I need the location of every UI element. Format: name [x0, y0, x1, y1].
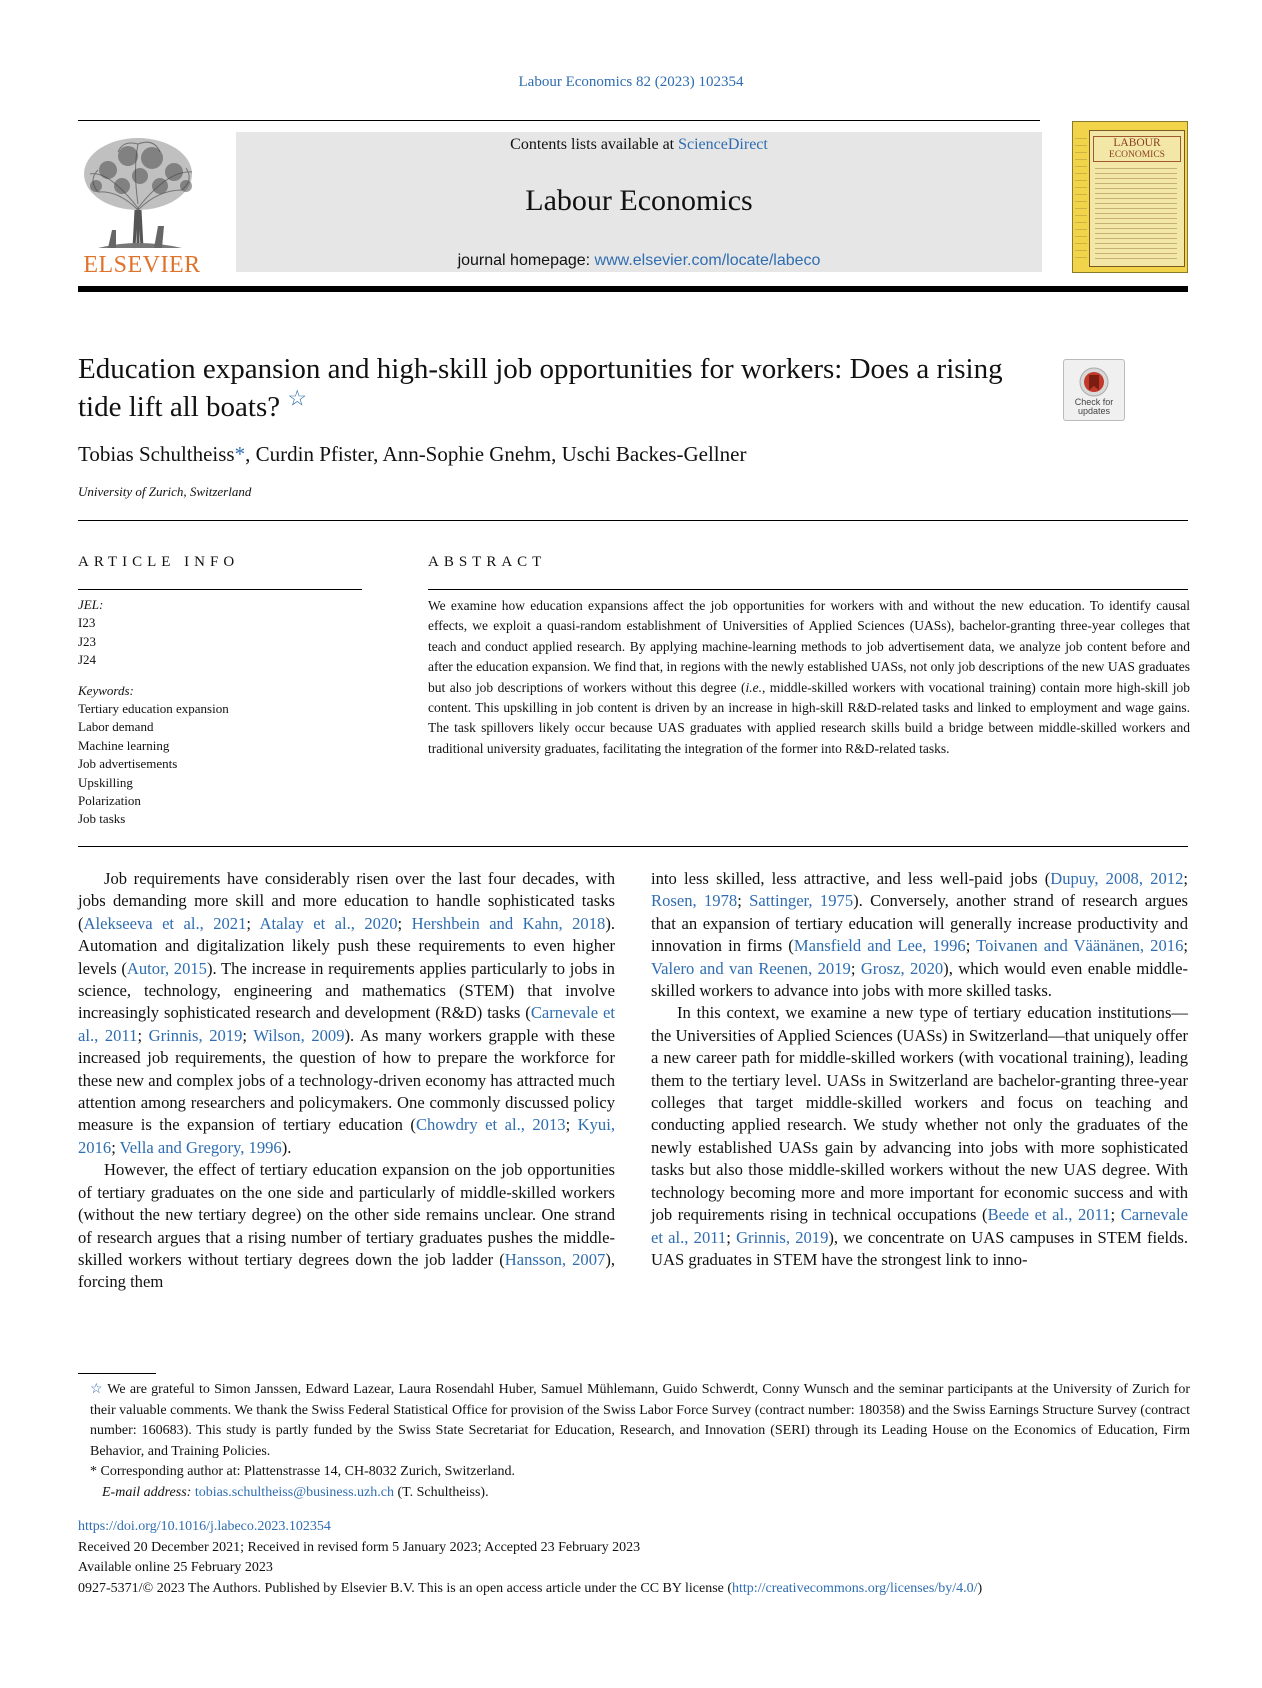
citation-link[interactable]: Dupuy, 2008, 2012	[1050, 869, 1184, 888]
available-online: Available online 25 February 2023	[78, 1560, 273, 1576]
section-rule	[78, 520, 1188, 521]
jel-code: J24	[78, 652, 97, 668]
affiliation: University of Zurich, Switzerland	[78, 484, 252, 499]
acknowledgement-footnote: ☆ We are grateful to Simon Janssen, Edward Lazear, Laura Rosendahl Huber, Samuel Mühlemann, Guido Schwerdt, Conny Wunsch and the seminar participants at the University of Zurich for their valuable comments. We thank the Swiss Federal Statistical Office for provision of the Swiss Labor Force Survey (contract number: 180358) and the Swiss Earnings Structure Survey (contract number: 160683). This study is partly funded by the Swiss State Secretariat for Education, Research, and Innovation (SERI) through its Leading House on the Economics of Education, Firm Behavior, and Training Policies.	[90, 1382, 1190, 1459]
article-info-body	[78, 596, 362, 829]
article-info-rule	[78, 589, 362, 590]
title-footnote-star[interactable]: ☆	[287, 385, 308, 411]
elsevier-logo	[78, 130, 206, 278]
body-rule	[78, 846, 1188, 847]
corresponding-author-footnote: * Corresponding author at: Plattenstrasse 14, CH-8032 Zurich, Switzerland.	[90, 1464, 515, 1480]
citation-link[interactable]: Rosen, 1978	[651, 891, 738, 911]
jel-label: JEL:	[78, 597, 104, 612]
header-thick-rule	[78, 286, 1188, 292]
keywords-label: Keywords:	[78, 682, 134, 698]
article-title: Education expansion and high-skill job opportunities for workers: Does a rising tide lift all boats? ☆	[78, 353, 1003, 423]
badge-label: Check for updates	[1074, 397, 1114, 416]
top-rule	[78, 120, 1040, 121]
keyword: Polarization	[78, 793, 141, 809]
citation-link[interactable]: Carnevale et al., 2011	[78, 1003, 615, 1045]
footnote-rule	[78, 1373, 156, 1374]
license-link[interactable]: http://creativecommons.org/licenses/by/4.0/	[732, 1580, 978, 1596]
body-paragraph: Job requirements have considerably risen over the last four decades, with jobs demanding more skill and more education to handle sophisticated tasks (Alekseeva et al., 2021; Atalay et al., 2020; Hershbein and Kahn, 2018). Automation and digitalization likely push these requirements to even higher levels (Autor, 2015). The increase in requirements applies particularly to jobs in science, technology, engineering and mathematics (STEM) that involve increasingly sophisticated research and development (R&D) tasks (Carnevale et al., 2011; Grinnis, 2019; Wilson, 2009). As many workers grapple with these increased job requirements, the question of how to prepare the workforce for these new and complex jobs of a technology-driven economy has attracted much attention among researchers and policymakers. One commonly discussed policy measure is the expansion of tertiary education (Chowdry et al., 2013; Kyui, 2016; Vella and Gregory, 1996).	[78, 869, 616, 1157]
jel-code: J23	[78, 633, 97, 649]
citation-link[interactable]: Kyui, 2016	[78, 1115, 615, 1157]
email-link[interactable]: tobias.schultheiss@business.uzh.ch	[194, 1484, 394, 1500]
check-for-updates-badge[interactable]	[1063, 359, 1125, 421]
elsevier-wordmark: ELSEVIER	[83, 252, 201, 278]
journal-homepage-link[interactable]: www.elsevier.com/locate/labeco	[594, 252, 821, 269]
body-column-right	[651, 868, 1188, 1271]
cover-title	[1093, 136, 1181, 162]
abstract-text: We examine how education expansions affect the job opportunities for workers with and without the new education. To identify causal effects, we exploit a quasi-random establishment of Universities of Applied Sciences (UASs), bachelor-granting three-year colleges that teach and conduct applied research. By applying machine-learning methods to job advertisement data, we analyze job content before and after the education expansion. We find that, in regions with the newly established UASs, not only job descriptions of the new UAS graduates but also job descriptions of workers without this degree (i.e., middle-skilled workers with vocational training) contain more high-skill job content. This upskilling in job content is driven by an increase in high-skill R&D-related tasks and linked to employment and wage gains. The task spillovers likely occur because UAS graduates with applied research skills build a bridge between middle-skilled workers and traditional university graduates, facilitating the integration of the former into R&D-related tasks.	[428, 598, 1190, 756]
body-paragraph: into less skilled, less attractive, and less well-paid jobs (Dupuy, 2008, 2012; Rosen, 1978; Sattinger, 1975). Conversely, another strand of research argues that an expansion of tertiary education will generally increase productivity and innovation in firms (Mansfield and Lee, 1996; Toivanen and Väänänen, 2016; Valero and van Reenen, 2019; Grosz, 2020), which would even enable middle-skilled workers to advance into jobs with more skilled tasks.	[651, 869, 1189, 1001]
copyright-line: 0927-5371/© 2023 The Authors. Published by Elsevier B.V. This is an open access article under the CC BY license (http://creativecommons.org/licenses/by/4.0/)	[78, 1580, 983, 1596]
publication-info	[78, 1517, 1190, 1599]
keyword: Labor demand	[78, 719, 154, 735]
author-list	[78, 442, 746, 467]
citation-link[interactable]: Hershbein and Kahn, 2018	[411, 913, 606, 933]
doi-link[interactable]: https://doi.org/10.1016/j.labeco.2023.102354	[78, 1519, 331, 1534]
body-column-left	[78, 868, 615, 1294]
journal-homepage-line: journal homepage: www.elsevier.com/locate/labeco	[457, 252, 821, 269]
footnote-star: ☆	[90, 1382, 104, 1397]
abstract-rule	[428, 589, 1188, 590]
citation-link[interactable]: Hansson, 2007	[504, 1249, 606, 1269]
citation-link[interactable]: Mansfield and Lee, 1996	[793, 936, 966, 956]
citation-link[interactable]: Toivanen and Väänänen, 2016	[976, 936, 1184, 956]
cover-title-line2: ECONOMICS	[1109, 150, 1165, 160]
keyword: Machine learning	[78, 737, 170, 753]
journal-masthead	[236, 132, 1042, 272]
body-paragraph: However, the effect of tertiary education expansion on the job opportunities of tertiary graduates on the one side and particularly of middle-skilled workers (without the new tertiary degree) on the other side remains unclear. One strand of research argues that a rising number of tertiary graduates pushes the middle-skilled workers without tertiary degrees down the job ladder (Hansson, 2007), forcing them	[78, 1160, 615, 1292]
citation-link[interactable]: Wilson, 2009	[253, 1025, 345, 1045]
article-info-heading: ARTICLE INFO	[78, 554, 240, 570]
journal-title: Labour Economics	[525, 184, 753, 217]
citation-link[interactable]: Sattinger, 1975	[749, 891, 854, 911]
jel-code: I23	[78, 615, 96, 631]
contents-available-line: Contents lists available at ScienceDirect	[510, 136, 768, 153]
body-paragraph: In this context, we examine a new type of tertiary education institutions—the Universities of Applied Sciences (UASs) in Switzerland—that uniquely offer a new career path for middle-skilled workers (with vocational training), leading them to the tertiary level. UASs in Switzerland are bachelor-granting three-year colleges that target middle-skilled workers and focus on teaching and conducting applied research. We study whether not only the graduates of the newly established UASs gain by advancing into jobs with more sophisticated tasks but also those middle-skilled workers without the new UAS degree. With technology becoming more and more important for economic success and with job requirements rising in technical occupations (Beede et al., 2011; Carnevale et al., 2011; Grinnis, 2019), we concentrate on UAS campuses in STEM fields. UAS graduates in STEM have the strongest link to inno-	[651, 1003, 1188, 1269]
keyword: Job advertisements	[78, 756, 178, 772]
citation-link[interactable]: Grinnis, 2019	[148, 1025, 243, 1045]
keyword: Tertiary education expansion	[78, 701, 229, 717]
corresponding-author-mark[interactable]: *	[234, 442, 246, 466]
email-footnote: E-mail address: tobias.schultheiss@business.uzh.ch (T. Schultheiss).	[102, 1484, 489, 1500]
journal-reference-link[interactable]: Labour Economics 82 (2023) 102354	[518, 74, 744, 90]
abstract-heading: ABSTRACT	[428, 554, 547, 570]
footnotes	[78, 1380, 1190, 1504]
citation-link[interactable]: Alekseeva et al., 2021	[83, 913, 247, 933]
cover-sidebar-lines	[1075, 132, 1087, 262]
cover-title-line1: LABOUR	[1113, 137, 1161, 149]
citation-link[interactable]: Beede et al., 2011	[987, 1205, 1111, 1225]
author-name: Tobias Schultheiss	[78, 442, 235, 466]
keyword: Job tasks	[78, 811, 126, 827]
cover-text-lines	[1095, 164, 1177, 259]
received-dates: Received 20 December 2021; Received in revised form 5 January 2023; Accepted 23 February 2023	[78, 1539, 641, 1555]
citation-link[interactable]: Grosz, 2020	[860, 958, 944, 978]
sciencedirect-link[interactable]: ScienceDirect	[678, 136, 768, 153]
citation-link[interactable]: Vella and Gregory, 1996	[119, 1137, 282, 1157]
keyword: Upskilling	[78, 774, 133, 790]
citation-link[interactable]: Autor, 2015	[126, 958, 207, 978]
citation-link[interactable]: Grinnis, 2019	[736, 1227, 829, 1247]
citation-link[interactable]: Valero and van Reenen, 2019	[651, 958, 851, 978]
coauthor-names: , Curdin Pfister, Ann-Sophie Gnehm, Uschi Backes-Gellner	[245, 442, 747, 466]
citation-link[interactable]: Atalay et al., 2020	[259, 913, 398, 933]
citation-link[interactable]: Carnevale et al., 2011	[651, 1205, 1188, 1247]
citation-link[interactable]: Chowdry et al., 2013	[415, 1115, 566, 1135]
journal-cover-thumbnail[interactable]	[1072, 121, 1188, 273]
